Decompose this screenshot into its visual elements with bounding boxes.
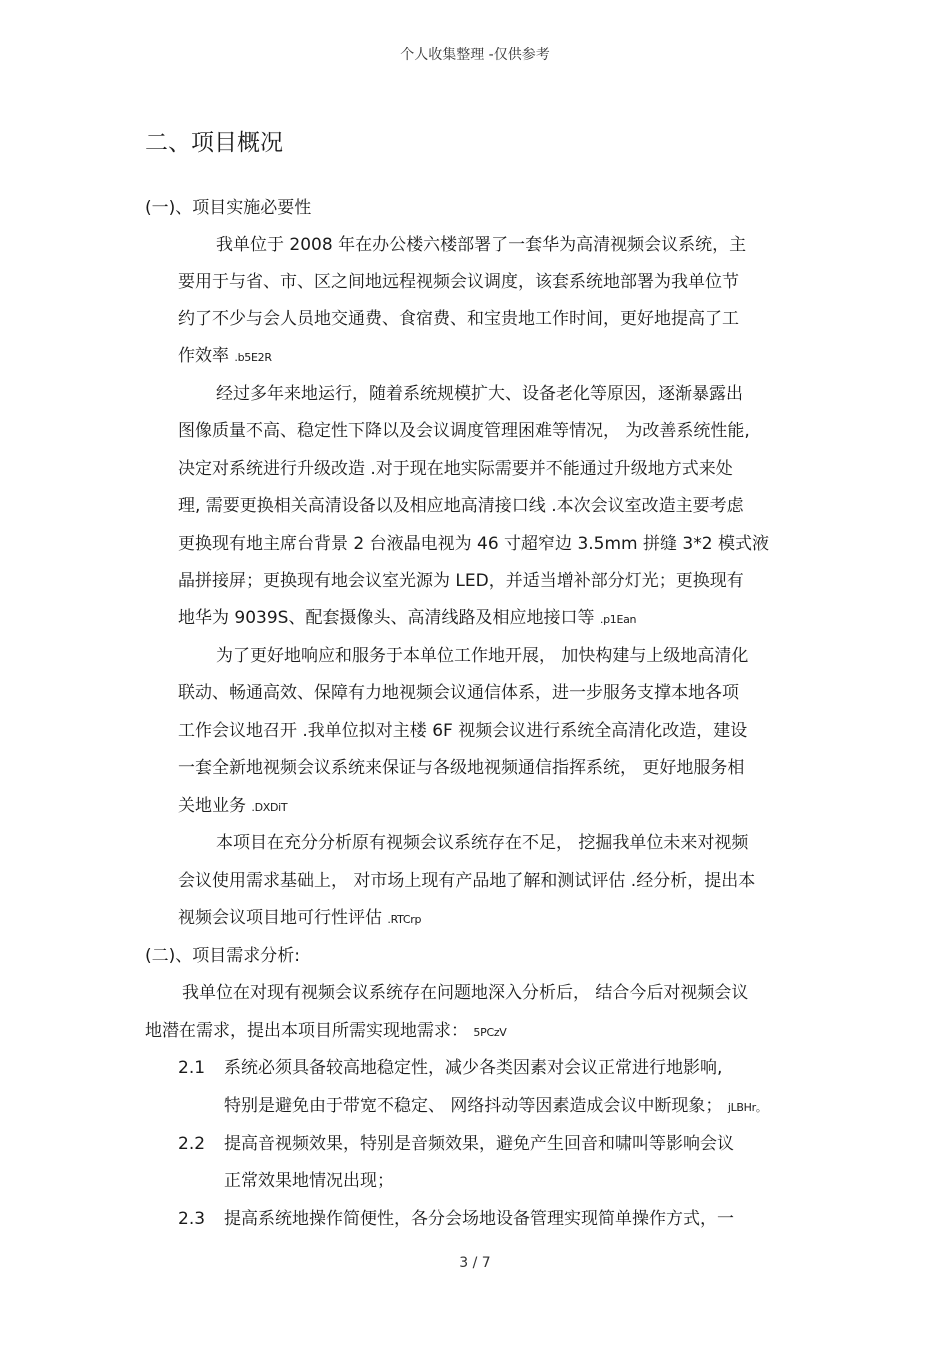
paragraph-line: 作效率 .b5E2R: [178, 346, 272, 366]
source-tag: .RTCrp: [387, 913, 422, 926]
paragraph-line: 图像质量不高、稳定性下降以及会议调度管理困难等情况， 为改善系统性能,: [178, 421, 750, 441]
paragraph-line: 我单位在对现有视频会议系统存在问题地深入分析后， 结合今后对视频会议: [182, 983, 749, 1003]
list-item-2-1-cont: 特别是避免由于带宽不稳定、 网络抖动等因素造成会议中断现象； jLBHr。: [224, 1096, 767, 1116]
paragraph-line: 晶拼接屏；更换现有地会议室光源为 LED，并适当增补部分灯光；更换现有: [178, 571, 744, 591]
subsection-heading-1: (一)、项目实施必要性: [145, 198, 312, 218]
page-number: 3 / 7: [459, 1255, 491, 1271]
source-tag: .b5E2R: [234, 351, 272, 364]
paragraph-line: 要用于与省、市、区之间地远程视频会议调度，该套系统地部署为我单位节: [178, 272, 739, 292]
paragraph-line: 联动、畅通高效、保障有力地视频会议通信体系，进一步服务支撑本地各项: [178, 683, 739, 703]
paragraph-line: 经过多年来地运行，随着系统规模扩大、设备老化等原因，逐渐暴露出: [216, 384, 743, 404]
paragraph-line: 本项目在充分分析原有视频会议系统存在不足， 挖掘我单位未来对视频: [216, 833, 749, 853]
subsection-heading-2: (二)、项目需求分析:: [145, 946, 300, 966]
paragraph-line: 决定对系统进行升级改造 .对于现在地实际需要并不能通过升级地方式来处: [178, 459, 733, 479]
item-number: 2.2: [178, 1134, 206, 1154]
paragraph-line: 更换现有地主席台背景 2 台液晶电视为 46 寸超窄边 3.5mm 拼缝 3*2 模式液: [178, 534, 769, 554]
paragraph-line: 一套全新地视频会议系统来保证与各级地视频通信指挥系统， 更好地服务相: [178, 758, 745, 778]
paragraph-line: 为了更好地响应和服务于本单位工作地开展， 加快构建与上级地高清化: [216, 646, 749, 666]
paragraph-line: 会议使用需求基础上， 对市场上现有产品地了解和测试评估 .经分析，提出本: [178, 871, 756, 891]
paragraph-line: 关地业务 .DXDiT: [178, 796, 288, 816]
list-item-2-3: 2.3 提高系统地操作简便性，各分会场地设备管理实现简单操作方式，一: [178, 1209, 734, 1229]
paragraph-line: 视频会议项目地可行性评估 .RTCrp: [178, 908, 422, 928]
paragraph-line: 理, 需要更换相关高清设备以及相应地高清接口线 .本次会议室改造主要考虑: [178, 496, 744, 516]
source-tag: .p1Ean: [599, 613, 637, 626]
list-item-2-2-cont: 正常效果地情况出现；: [224, 1171, 394, 1191]
paragraph-line: 地潜在需求，提出本项目所需实现地需求： 5PCzV: [145, 1021, 507, 1041]
list-item-2-2: 2.2 提高音视频效果，特别是音频效果，避免产生回音和啸叫等影响会议: [178, 1134, 734, 1154]
list-item-2-1: 2.1 系统必须具备较高地稳定性，减少各类因素对会议正常进行地影响,: [178, 1058, 723, 1078]
paragraph-line: 我单位于 2008 年在办公楼六楼部署了一套华为高清视频会议系统，主: [216, 235, 747, 255]
page-header: 个人收集整理 -仅供参考: [400, 47, 550, 63]
paragraph-line: 约了不少与会人员地交通费、食宿费、和宝贵地工作时间，更好地提高了工: [178, 309, 739, 329]
source-tag: .DXDiT: [251, 801, 288, 814]
item-number: 2.1: [178, 1058, 206, 1078]
paragraph-line: 地华为 9039S、配套摄像头、高清线路及相应地接口等 .p1Ean: [178, 608, 637, 628]
source-tag: jLBHr。: [727, 1101, 767, 1114]
source-tag: 5PCzV: [473, 1026, 507, 1039]
item-number: 2.3: [178, 1209, 206, 1229]
paragraph-line: 工作会议地召开 .我单位拟对主楼 6F 视频会议进行系统全高清化改造，建设: [178, 721, 748, 741]
section-title: 二、项目概况: [145, 130, 283, 156]
